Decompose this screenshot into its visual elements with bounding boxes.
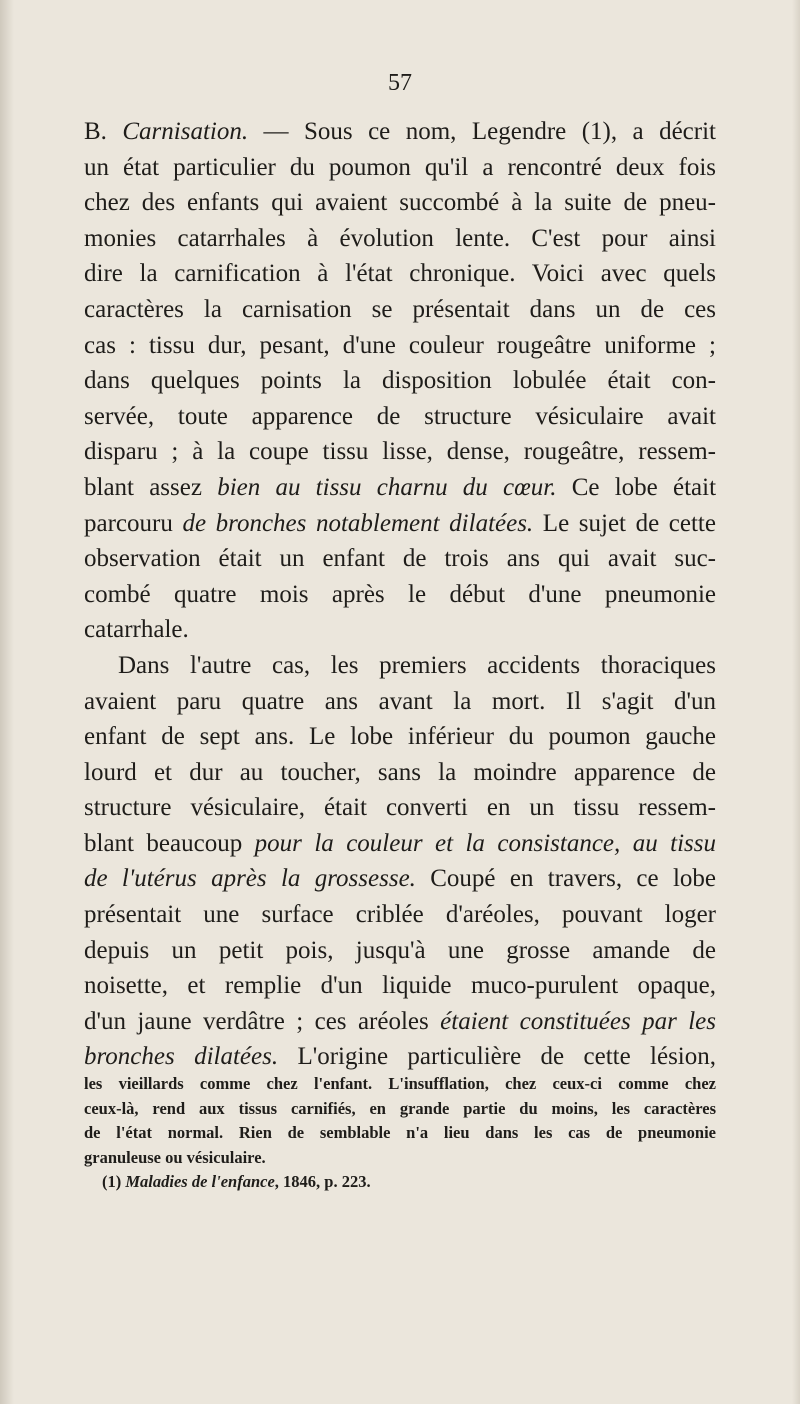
- text-line: [84, 292, 716, 328]
- text-line: [84, 114, 716, 150]
- footnotes: [84, 1072, 716, 1195]
- text-line: [84, 185, 716, 221]
- text-span: observation était un enfant de trois ans qui avait suc-: [84, 545, 716, 573]
- footnote-line: [84, 1097, 716, 1122]
- text-line: [84, 1039, 716, 1075]
- text-line: [84, 755, 716, 791]
- text-line: [84, 684, 716, 720]
- italic-text: Carnisation.: [122, 118, 249, 145]
- italic-text: de l'utérus après la grossesse.: [84, 865, 416, 893]
- text-line: [84, 328, 716, 364]
- text-line: [84, 861, 716, 897]
- text-span: L'origine particulière de cette lésion,: [278, 1043, 716, 1071]
- text-span: un état particulier du poumon qu'il a rencontré deux fois: [84, 153, 716, 181]
- italic-text: Maladies de l'enfance: [125, 1172, 275, 1191]
- text-span: disparu ; à la coupe tissu lisse, dense, rougeâtre, ressem-: [84, 438, 716, 466]
- text-span: enfant de sept ans. Le lobe inférieur du poumon gauche: [84, 723, 716, 751]
- text-line: [84, 221, 716, 257]
- text-line: [84, 541, 716, 577]
- text-line: [84, 933, 716, 969]
- text-span: structure vésiculaire, était converti en un tissu ressem-: [84, 794, 716, 822]
- text-span: Coupé en travers, ce lobe: [415, 865, 716, 893]
- italic-text: de bronches notablement dilatées.: [182, 509, 534, 537]
- footnote-line: [84, 1146, 716, 1171]
- text-span: — Sous ce nom, Legendre (1), a décrit: [248, 118, 716, 145]
- text-span: de l'état normal. Rien de semblable n'a lieu dans les cas de pneumonie: [84, 1123, 716, 1142]
- text-line: [84, 256, 716, 292]
- italic-text: bien au tissu charnu du cœur.: [217, 473, 557, 501]
- text-line: [84, 470, 716, 506]
- text-span: caractères la carnisation se présentait dans un de ces: [84, 295, 716, 323]
- text-line: [84, 897, 716, 933]
- text-span: blant beaucoup: [84, 829, 255, 857]
- page-number: 57: [388, 70, 412, 96]
- text-span: combé quatre mois après le début d'une pneumonie: [84, 580, 716, 608]
- text-line: [84, 790, 716, 826]
- text-span: granuleuse ou vésiculaire.: [84, 1147, 266, 1167]
- text-line: [84, 577, 716, 613]
- text-span: d'un jaune verdâtre ; ces aréoles: [84, 1007, 441, 1035]
- footnote-line: [84, 1072, 716, 1097]
- text-span: servée, toute apparence de structure vésiculaire avait: [84, 402, 716, 430]
- text-span: dire la carnification à l'état chronique. Voici avec quels: [84, 260, 716, 288]
- text-span: blant assez: [84, 473, 218, 501]
- text-line: [84, 434, 716, 470]
- text-span: (1): [102, 1172, 126, 1191]
- text-span: cas : tissu dur, pesant, d'une couleur rougeâtre uniforme ;: [84, 331, 716, 359]
- text-span: lourd et dur au toucher, sans la moindre apparence de: [84, 758, 716, 786]
- text-span: les vieillards comme chez l'enfant. L'insufflation, chez ceux-ci comme chez: [84, 1074, 716, 1093]
- italic-text: pour la couleur et la consistance, au tissu: [254, 829, 716, 857]
- page-edge-right: [792, 0, 800, 1404]
- text-span: chez des enfants qui avaient succombé à la suite de pneu-: [84, 189, 716, 217]
- text-line: [84, 363, 716, 399]
- text-span: dans quelques points la disposition lobulée était con-: [84, 367, 716, 395]
- text-span: monies catarrhales à évolution lente. C'est pour ainsi: [84, 224, 716, 252]
- page-edge-left: [0, 0, 14, 1404]
- footnote-line: [84, 1121, 716, 1146]
- text-span: ceux-là, rend aux tissus carnifiés, en grande partie du moins, les caractères: [84, 1098, 716, 1118]
- text-line: [84, 399, 716, 435]
- text-line: [84, 150, 716, 186]
- text-span: Ce lobe était: [556, 473, 716, 501]
- text-line: [84, 968, 716, 1004]
- text-span: présentait une surface criblée d'aréoles, pouvant loger: [84, 901, 716, 929]
- italic-text: étaient constituées par les: [440, 1007, 716, 1035]
- text-span: B.: [84, 118, 123, 145]
- text-span: Dans l'autre cas, les premiers accidents thoraciques: [118, 651, 716, 679]
- italic-text: bronches dilatées.: [84, 1043, 279, 1071]
- text-span: catarrhale.: [84, 616, 189, 644]
- text-span: depuis un petit pois, jusqu'à une grosse amande de: [84, 936, 716, 964]
- text-line: [84, 612, 716, 648]
- text-span: , 1846, p. 223.: [274, 1172, 371, 1191]
- text-line: [84, 719, 716, 755]
- text-span: Le sujet de cette: [533, 509, 716, 537]
- text-span: avaient paru quatre ans avant la mort. Il s'agit d'un: [84, 687, 716, 715]
- text-line: [84, 1004, 716, 1040]
- body-text: [84, 114, 716, 1075]
- text-span: parcouru: [84, 509, 183, 537]
- text-span: noisette, et remplie d'un liquide muco-purulent opaque,: [84, 972, 716, 1000]
- footnote-line: [84, 1170, 716, 1195]
- text-line: [84, 506, 716, 542]
- text-line: [84, 648, 716, 684]
- text-line: [84, 826, 716, 862]
